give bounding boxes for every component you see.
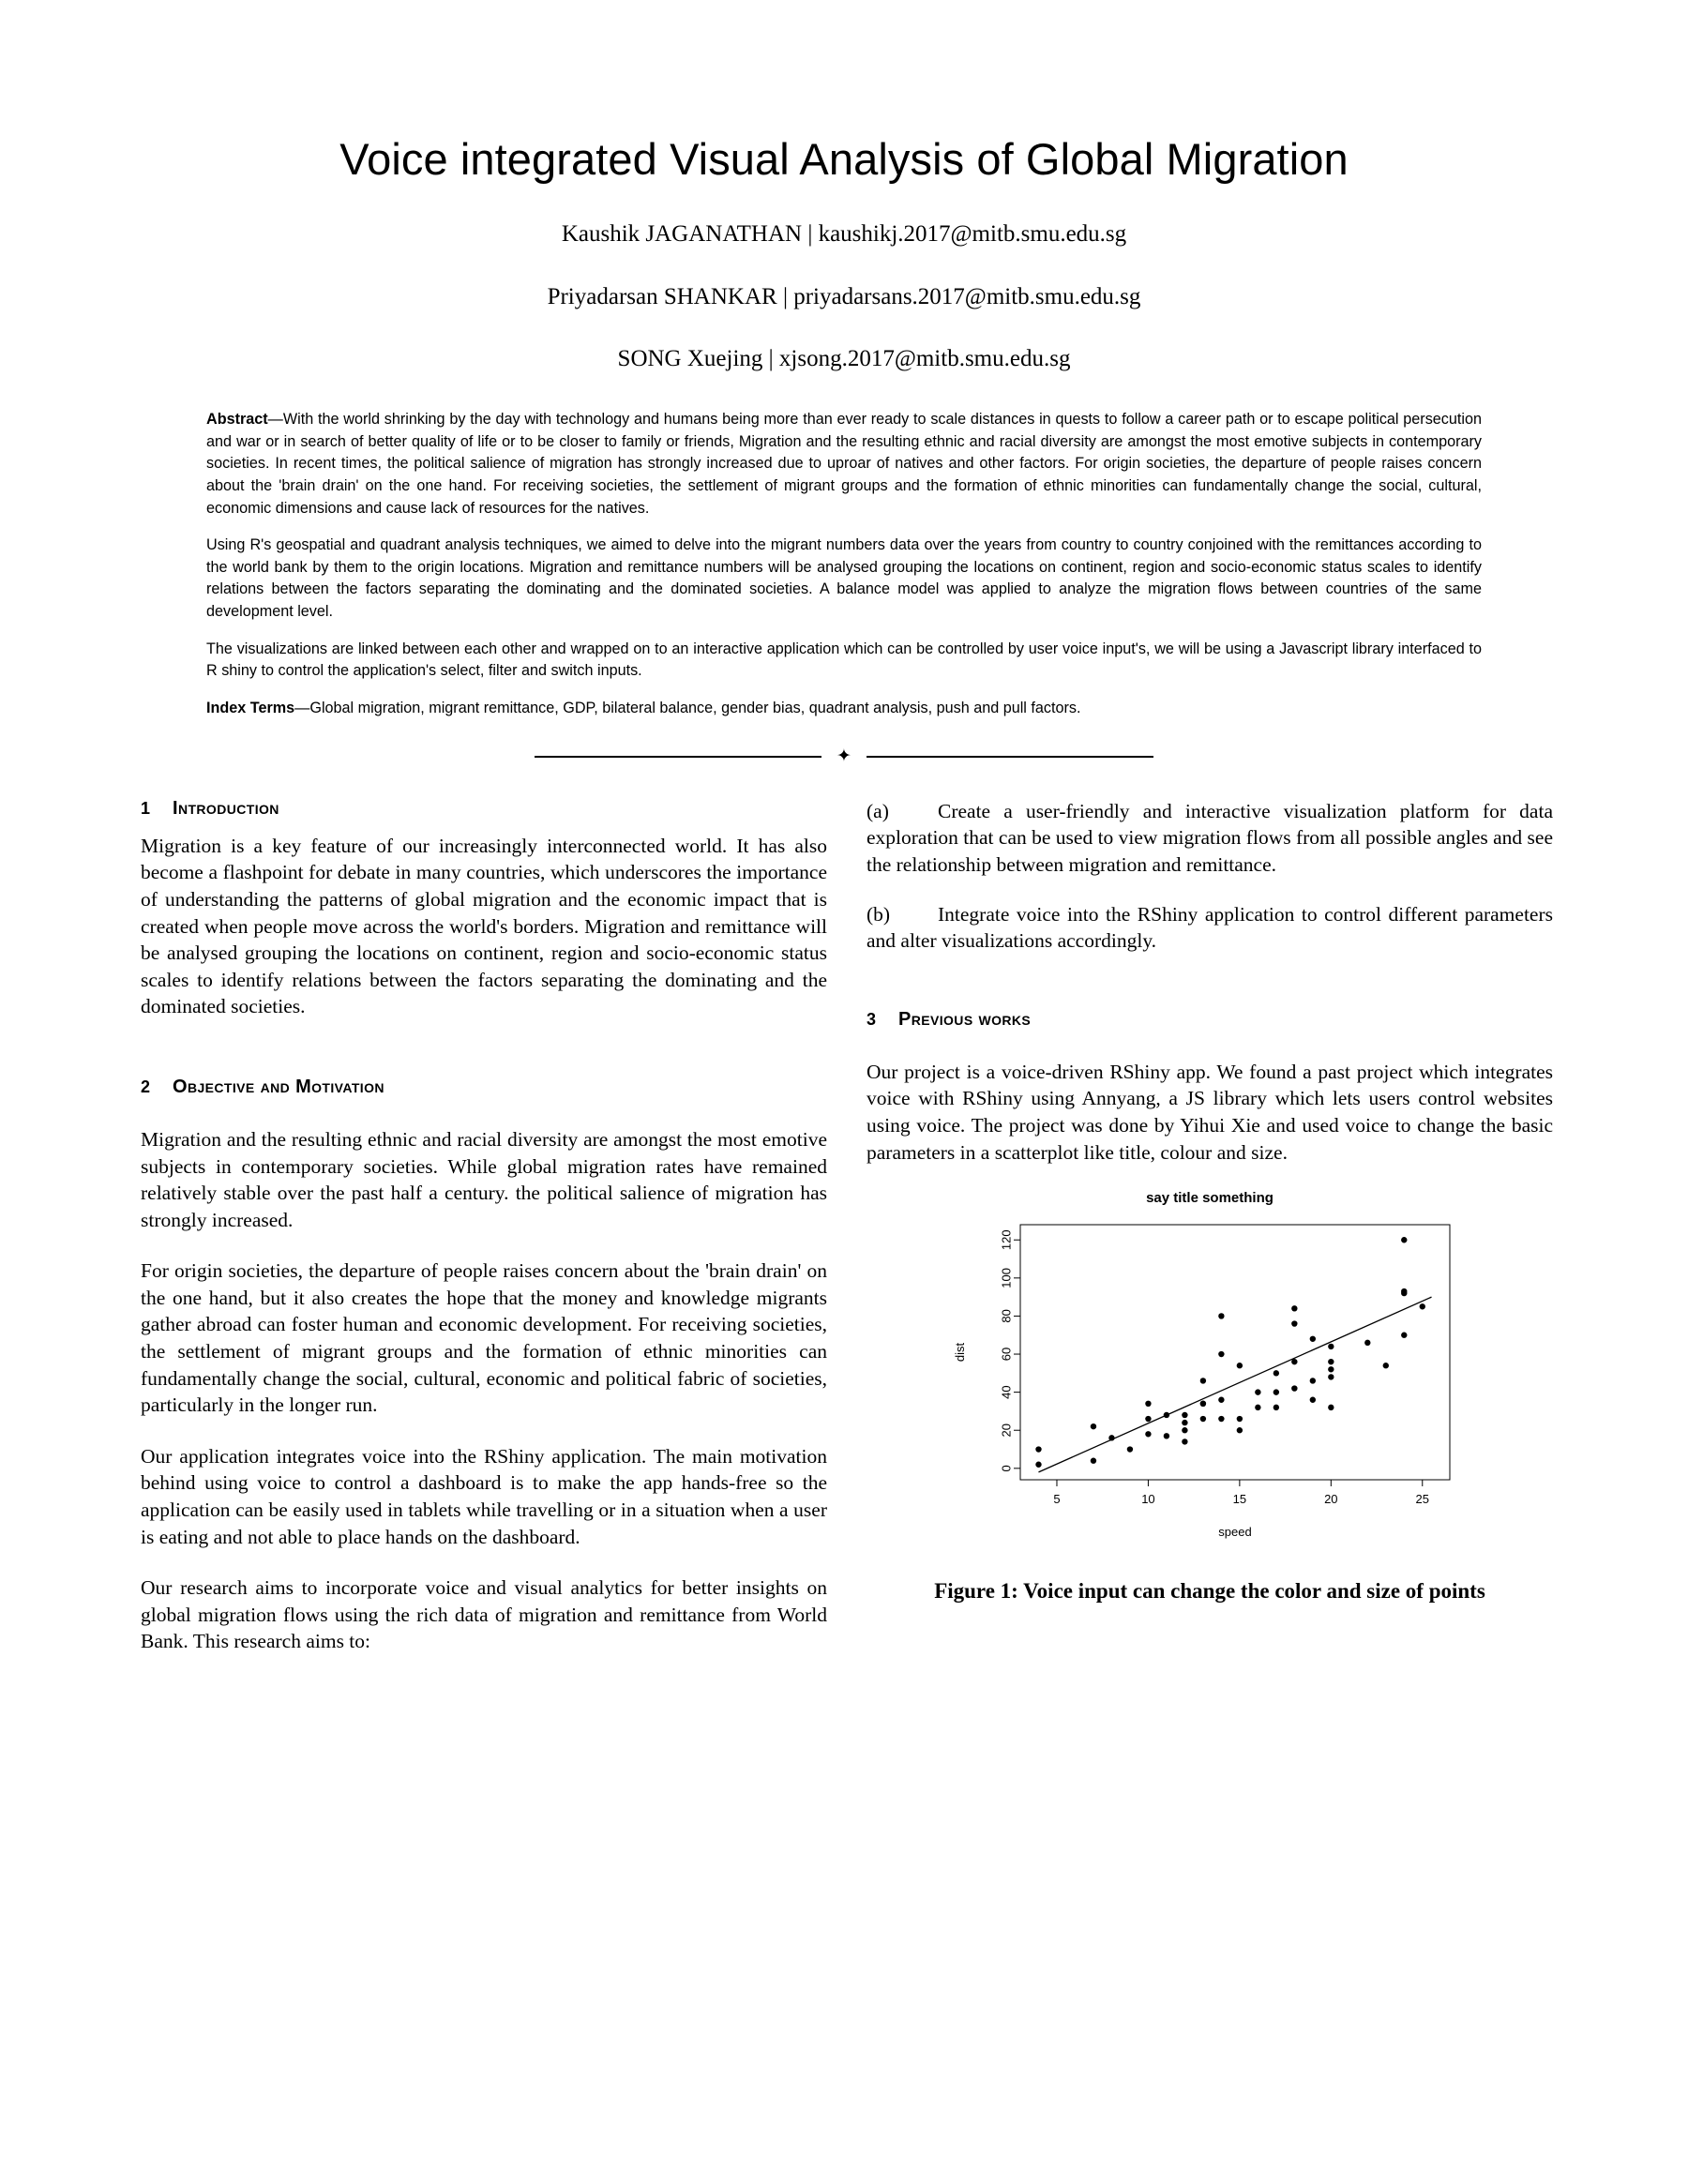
svg-text:60: 60 [999,1347,1014,1362]
author-entry: Kaushik JAGANATHAN | kaushikj.2017@mitb.smu.edu.sg [561,221,1127,248]
figure-caption: Figure 1: Voice input can change the color and size of points [934,1579,1485,1604]
abstract-text-1: —With the world shrinking by the day with technology and humans being more than ever ready to scale distances in quests to follow a career path or to escape political persecution and war or in search of better quality of life or to be closer to family or friends, Migration and the resulting ethnic and racial diversity are amongst the most emotive subjects in contemporary societies. In recent times, the political salience of migration has strongly increased due to uproar of natives and other factors. For origin societies, the departure of people raises concern about the 'brain drain' on the one hand. For receiving societies, the settlement of migrant groups and the formation of ethnic minorities can fundamentally change the social, cultural, economic dimensions and cause lack of resources for the natives. [206,410,1482,517]
svg-text:15: 15 [1232,1492,1247,1507]
scatter-plot [947,1212,1472,1549]
svg-text:100: 100 [999,1268,1014,1288]
section-divider [535,748,1153,766]
author-entry: Priyadarsan SHANKAR | priyadarsans.2017@mitb.smu.edu.sg [547,283,1141,309]
author-entry: SONG Xuejing | xjsong.2017@mitb.smu.edu.sg [617,346,1071,372]
index-terms-paragraph [206,698,1482,720]
svg-text:5: 5 [1053,1492,1061,1507]
abstract-section [206,409,1482,720]
objective-paragraph-4: Our research aims to incorporate voice and visual analytics for better insights on global migration flows using the rich data of migration and remittance from World Bank. This research aims to: [141,1576,827,1653]
section-number: 1 [141,798,151,818]
heading-gap [141,1111,827,1126]
svg-text:dist: dist [953,1342,967,1363]
aim-item-b [867,901,1553,955]
section-title: Previous works [898,1008,1032,1030]
abstract-paragraph-2: Using R's geospatial and quadrant analysis techniques, we aimed to delve into the migrant numbers data over the years from country to country conjoined with the remittances according to the world bank by them to the origin locations. Migration and remittance numbers will be analysed grouping the locations on continent, region and socio-economic status scales to identify relations between the factors separating the dominating and the dominated societies. A balance model was applied to analyze the migration flows between countries of the same development level. [206,536,1482,621]
svg-text:20: 20 [999,1423,1014,1438]
heading-objective [141,1077,827,1098]
index-terms-text: —Global migration, migrant remittance, GDP, bilateral balance, gender bias, quadrant analysis, push and pull factors. [294,700,1081,717]
right-column [867,798,1553,1679]
svg-text:80: 80 [999,1309,1014,1323]
objective-paragraph-2: For origin societies, the departure of people raises concern about the 'brain drain' on the one hand, but it also creates the hope that the money and knowledge migrants gather abroad can foster human and economic development. For receiving societies, the settlement of migrant groups and the formation of ethnic minorities can fundamentally change the social, cultural, economic and political fabric of societies, particularly in the longer run. [141,1259,827,1417]
svg-text:40: 40 [999,1385,1014,1399]
section-number: 2 [141,1077,151,1096]
svg-text:20: 20 [1324,1492,1338,1507]
aim-item-a [867,798,1553,879]
svg-text:25: 25 [1415,1492,1430,1507]
two-column-body [141,797,1554,1679]
abstract-paragraph-3: The visualizations are linked between each other and wrapped on to an interactive application which can be controlled by user voice input's, we will be using a Javascript library interfaced to R shiny to control the application's select, filter and switch inputs. [206,640,1482,680]
heading-introduction [141,798,827,820]
aim-text-a: Create a user-friendly and interactive visualization platform for data exploration that can be used to view migration flows from all possible angles and see the relationship between migration and remittance. [867,799,1554,876]
diamond-icon: ✦ [836,746,852,766]
objective-paragraph-3: Our application integrates voice into the RShiny application. The main motivation behind using voice to control a dashboard is to make the app hands-free so the application can be easily used in tablets while travelling or in a situation when a user is eating and not able to place hands on the dashboard. [141,1444,827,1548]
index-terms-lead: Index Terms [206,700,295,717]
svg-text:10: 10 [1141,1492,1155,1507]
svg-text:120: 120 [999,1229,1014,1251]
aim-label-b: (b) [867,902,891,926]
previous-works-paragraph-1: Our project is a voice-driven RShiny app. We found a past project which integrates voice with RShiny using Annyang, a JS library which lets users control websites using voice. The project was done by Yihui Xie and used voice to change the basic parameters in a scatterplot like title, colour and size. [867,1060,1553,1164]
aim-label-a: (a) [867,799,889,822]
column-spacer [867,977,1553,1009]
column-spacer [141,1045,827,1077]
divider-bar-left [535,756,821,758]
objective-paragraph-1: Migration and the resulting ethnic and racial diversity are amongst the most emotive subjects in contemporary societies. While global migration rates have remained relatively stable over the past half a century. the political salience of migration has strongly increased. [141,1127,827,1231]
svg-text:speed: speed [1218,1525,1252,1540]
page-title: Voice integrated Visual Analysis of Global Migration [339,134,1349,184]
section-title: Objective and Motivation [173,1076,384,1097]
chart-area [867,1212,1553,1549]
abstract-paragraph-1 [206,409,1482,520]
section-title: Introduction [173,797,279,819]
section-number: 3 [867,1009,877,1029]
abstract-lead: Abstract [206,410,268,428]
left-column [141,798,827,1679]
heading-previous-works [867,1009,1553,1031]
divider-bar-right [867,756,1153,758]
figure-1 [867,1190,1553,1605]
chart-title: say title something [1146,1190,1274,1207]
svg-text:0: 0 [999,1465,1014,1472]
author-list [141,219,1547,375]
intro-paragraph-1: Migration is a key feature of our increasingly interconnected world. It has also become a flashpoint for debate in many countries, which underscores the importance of understanding the patterns of global migration and the economic impact that is created when people move across the world's borders. Migration and remittance will be analysed grouping the locations on continent, region and socio-economic status scales to identify relations between the factors separating the dominating and the dominated societies. [141,834,827,1018]
aim-text-b: Integrate voice into the RShiny application to control different parameters and alter visualizations accordingly. [867,902,1553,953]
heading-gap [867,1044,1553,1059]
